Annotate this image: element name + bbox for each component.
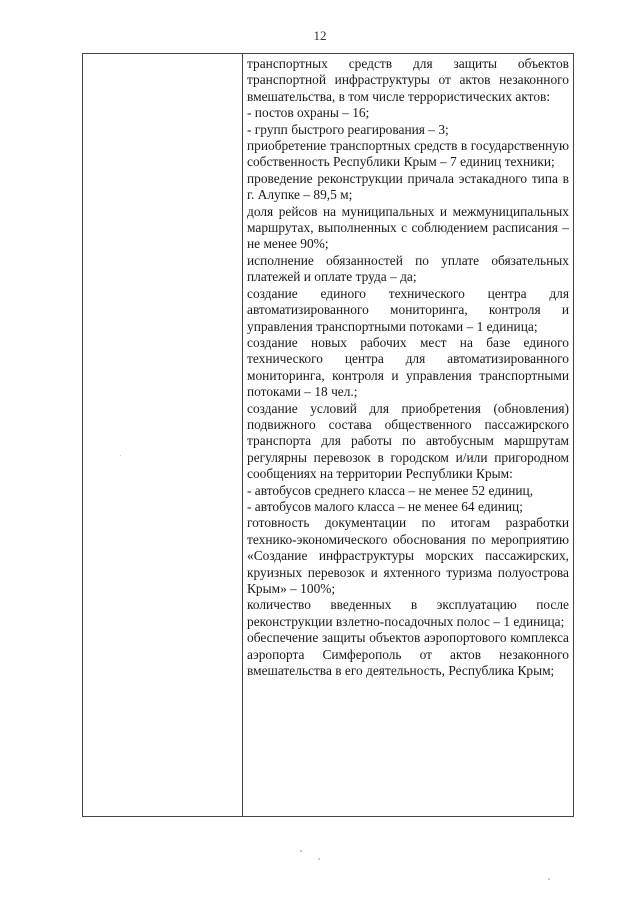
text-paragraph: создание единого технического центра для автоматизированного мониторинга, контроля и управления транспортными потоками – 1 единица;: [247, 285, 569, 334]
text-paragraph: исполнение обязанностей по уплате обязательных платежей и оплате труда – да;: [247, 252, 569, 285]
text-paragraph: приобретение транспортных средств в государственную собственность Республики Крым – 7 единиц техники;: [247, 138, 569, 170]
scan-speck: [120, 455, 121, 456]
text-paragraph: - автобусов среднего класса – не менее 52 единиц,: [247, 482, 534, 498]
text-paragraph: - постов охраны – 16;: [247, 105, 370, 121]
text-paragraph: создание новых рабочих мест на базе единого технического центра для автоматизированного мониторинга, контроля и управления транспортными потоками – 18 чел.;: [247, 334, 569, 400]
text-paragraph: количество введенных в эксплуатацию после реконструкции взлетно-посадочных полос – 1 единица;: [247, 597, 569, 629]
text-paragraph: - автобусов малого класса – не менее 64 единиц;: [247, 498, 523, 514]
text-paragraph: обеспечение защиты объектов аэропортового комплекса аэропорта Симферополь от актов незаконного вмешательства в его деятельность, Республика Крым;: [247, 630, 569, 679]
text-paragraph: доля рейсов на муниципальных и межмуниципальных маршрутах, выполненных с соблюдением расписания – не менее 90%;: [247, 203, 569, 252]
scan-speck: [548, 878, 550, 880]
page-number: 12: [313, 28, 327, 43]
text-paragraph: создание условий для приобретения (обновления) подвижного состава общественного пассажирского транспорта для работы по автобусным маршрутам регулярны перевозок в городском и/или пригородном сообщениях на территории Республики Крым:: [247, 400, 569, 482]
document-table: [82, 53, 574, 817]
table-right-column: [247, 56, 569, 679]
scan-speck: [318, 858, 320, 860]
table-left-column: [83, 54, 243, 816]
scan-speck: [300, 850, 302, 852]
text-paragraph: готовность документации по итогам разработки технико-экономического обоснования по мероприятию «Создание инфраструктуры морских пассажирских, круизных перевозок и яхтенного туризма полуострова Крым» – 100%;: [247, 515, 569, 596]
text-paragraph: - групп быстрого реагирования – 3;: [247, 121, 449, 137]
text-paragraph: проведение реконструкции причала эстакадного типа в г. Алупке – 89,5 м;: [247, 170, 569, 203]
text-paragraph: транспортных средств для защиты объектов транспортной инфраструктуры от актов незаконного вмешательства, в том числе террористических актов:: [247, 56, 569, 104]
